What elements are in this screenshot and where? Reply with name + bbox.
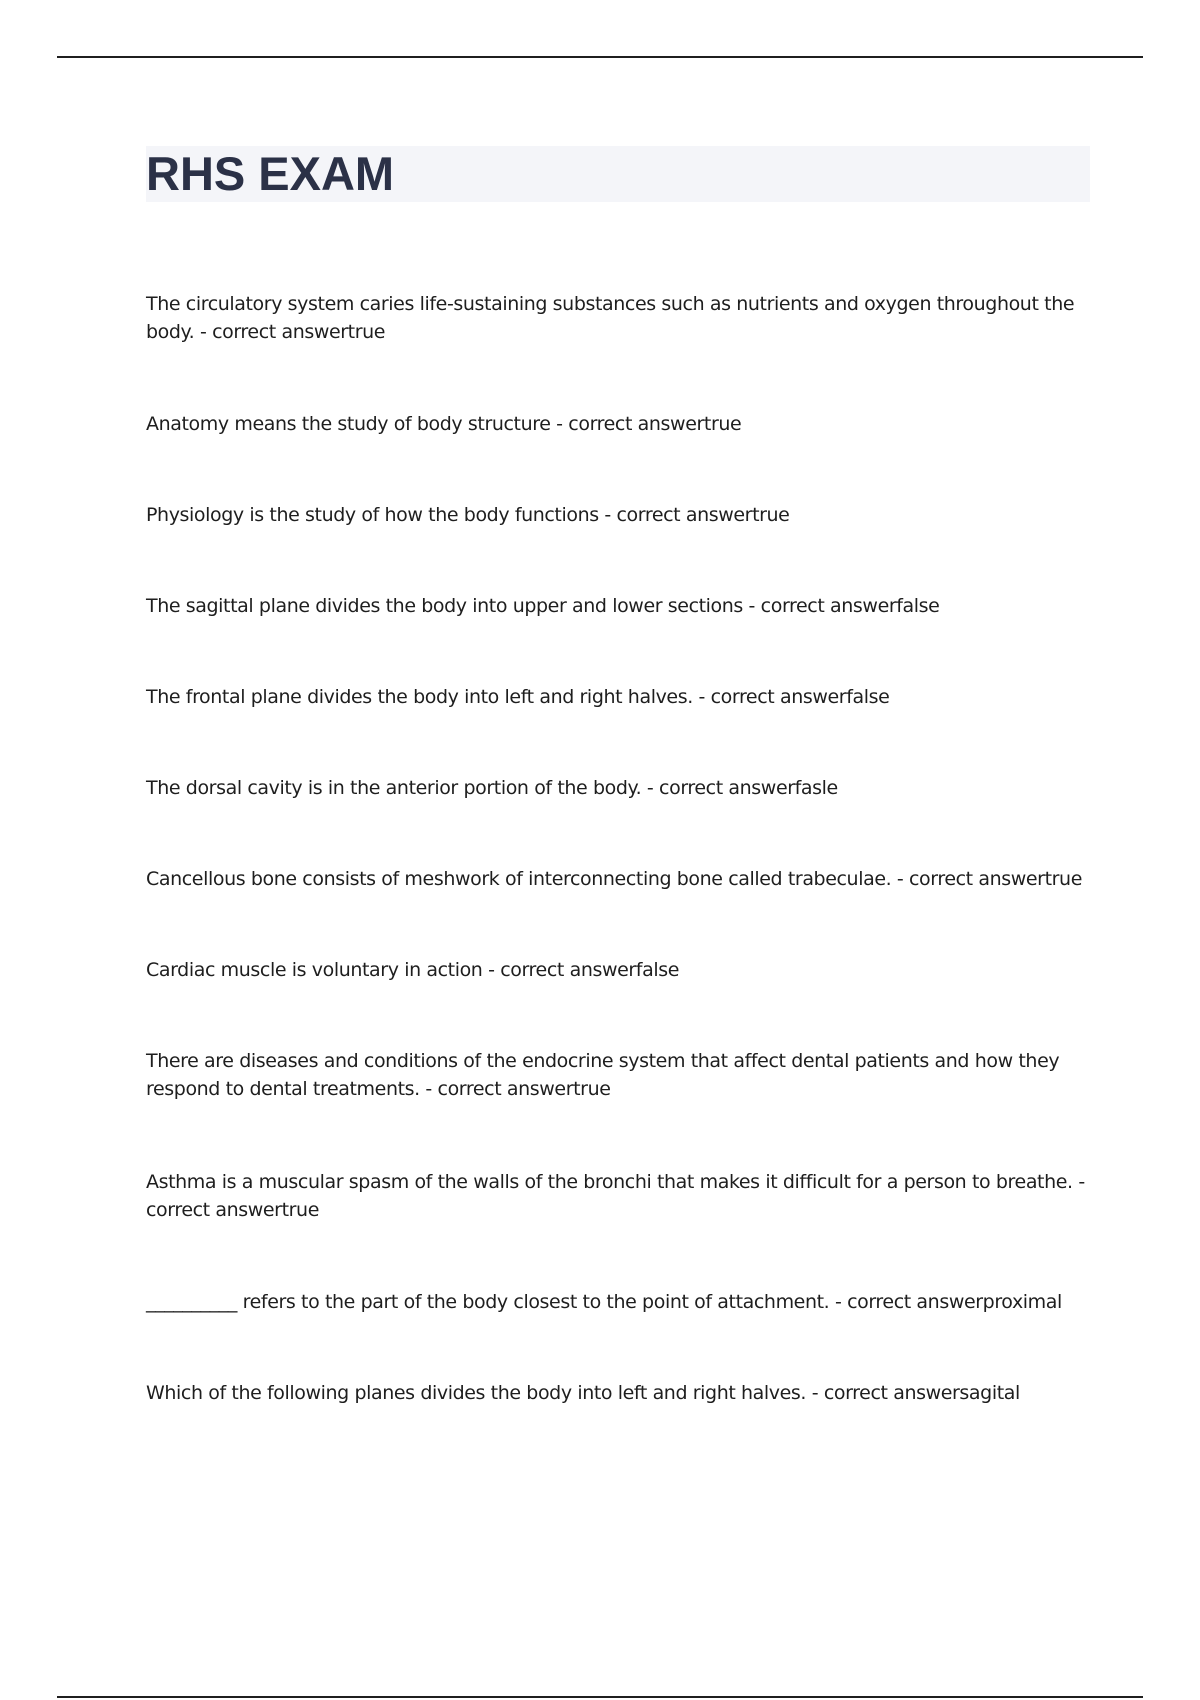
page-title: RHS EXAM <box>146 147 395 200</box>
answer-label: correct answer <box>500 959 636 981</box>
answer-label: correct answer <box>847 1291 983 1313</box>
answer-text: fasle <box>794 777 838 799</box>
answer-text: sagital <box>959 1382 1020 1404</box>
answer-label: correct answer <box>760 595 897 617</box>
answer-text: true <box>703 413 742 435</box>
question-item-12: Which of the following planes divides the body into left and right halves. - correct answersagital <box>146 1382 1020 1404</box>
question-text: Which of the following planes divides the body into left and right halves. <box>146 1382 807 1404</box>
answer-text: proximal <box>982 1291 1062 1313</box>
question-text: Cardiac muscle is voluntary in action <box>146 959 483 981</box>
question-text: Cancellous bone consists of meshwork of interconnecting bone called trabeculae. <box>146 868 892 890</box>
answer-text: true <box>281 1199 319 1221</box>
question-item-4: The sagittal plane divides the body into upper and lower sections - correct answerfalse <box>146 595 940 617</box>
top-rule <box>57 56 1143 58</box>
answer-label: correct answer <box>710 686 847 708</box>
question-item-8: Cardiac muscle is voluntary in action - correct answerfalse <box>146 959 679 981</box>
answer-label: correct answer <box>568 413 704 435</box>
question-item-11: __________ refers to the part of the body closest to the point of attachment. - correct answerproximal <box>146 1291 1062 1313</box>
question-text: The circulatory system caries life-sustaining substances such as nutrients and oxygen throughout the body. <box>146 293 1075 343</box>
question-item-7: Cancellous bone consists of meshwork of interconnecting bone called trabeculae. - correct answertrue <box>146 868 1082 890</box>
answer-text: true <box>347 321 386 343</box>
question-item-6: The dorsal cavity is in the anterior portion of the body. - correct answerfasle <box>146 777 838 799</box>
answer-label: correct answer <box>146 1199 282 1221</box>
bottom-rule <box>57 1696 1143 1698</box>
question-item-3: Physiology is the study of how the body functions - correct answertrue <box>146 504 790 526</box>
question-item-1: The circulatory system caries life-sustaining substances such as nutrients and oxygen throughout the body. - correct answertrue <box>146 293 1075 343</box>
answer-label: correct answer <box>212 321 348 343</box>
question-text: __________ refers to the part of the body closest to the point of attachment. <box>146 1291 830 1313</box>
answer-label: correct answer <box>437 1078 574 1100</box>
answer-text: false <box>846 686 890 708</box>
answer-label: correct answer <box>659 777 795 799</box>
question-item-10: Asthma is a muscular spasm of the walls of the bronchi that makes it difficult for a person to breathe. - correct answertrue <box>146 1171 1085 1221</box>
question-text: Anatomy means the study of body structure <box>146 413 551 435</box>
question-text: The dorsal cavity is in the anterior portion of the body. <box>146 777 642 799</box>
question-text: Physiology is the study of how the body functions <box>146 504 599 526</box>
question-text: There are diseases and conditions of the endocrine system that affect dental patients and how they respond to dental treatments. <box>146 1050 1060 1100</box>
answer-text: true <box>752 504 790 526</box>
question-item-5: The frontal plane divides the body into left and right halves. - correct answerfalse <box>146 686 890 708</box>
answer-text: false <box>896 595 940 617</box>
answer-text: true <box>1044 868 1082 890</box>
question-text: The sagittal plane divides the body into upper and lower sections <box>146 595 743 617</box>
answer-text: false <box>635 959 679 981</box>
answer-label: correct answer <box>823 1382 960 1404</box>
question-item-2: Anatomy means the study of body structure - correct answertrue <box>146 413 742 435</box>
answer-label: correct answer <box>616 504 753 526</box>
question-text: The frontal plane divides the body into left and right halves. <box>146 686 693 708</box>
question-item-9: There are diseases and conditions of the endocrine system that affect dental patients and how they respond to dental treatments. - correct answertrue <box>146 1050 1060 1100</box>
answer-label: correct answer <box>909 868 1045 890</box>
answer-text: true <box>573 1078 611 1100</box>
question-text: Asthma is a muscular spasm of the walls of the bronchi that makes it difficult for a person to breathe. <box>146 1171 1073 1193</box>
